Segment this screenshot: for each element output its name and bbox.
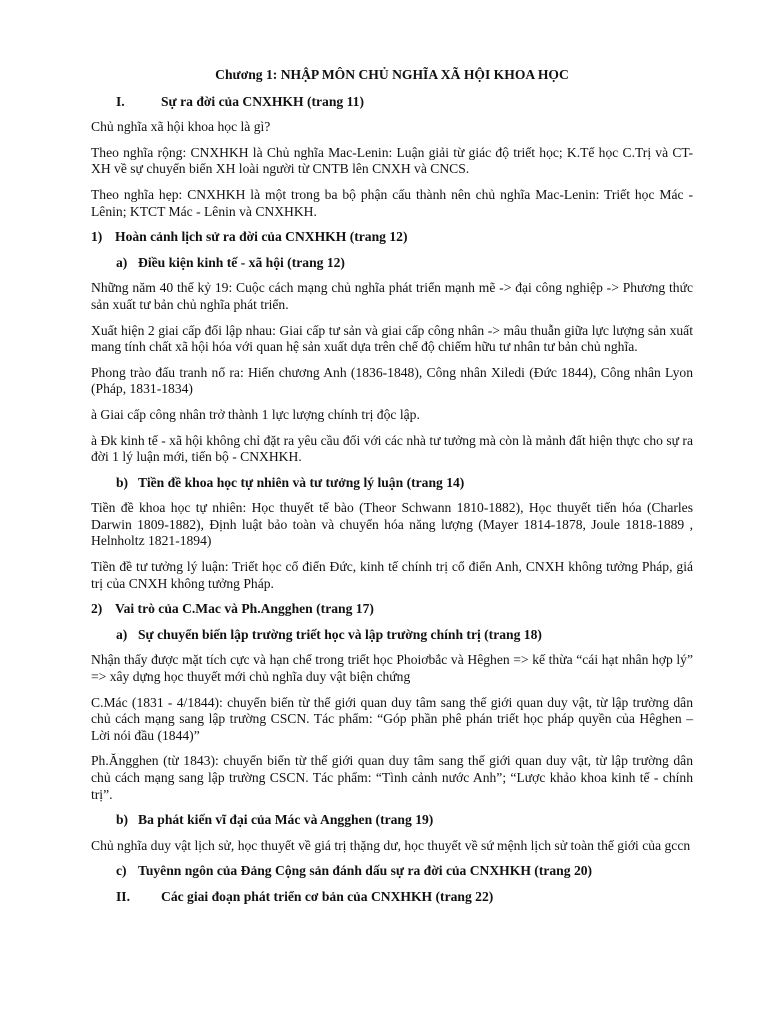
heading-number: 2) <box>91 601 103 617</box>
subheading-2a <box>91 627 693 644</box>
subheading-letter: a) <box>116 254 128 270</box>
section-heading-i <box>91 94 693 111</box>
subheading-text: Tuyênn ngôn của Đảng Cộng sản đánh dấu sự ra đời của CNXHKH (trang 20) <box>138 863 593 879</box>
subheading-text: Tiền đề khoa học tự nhiên và tư tưởng lý luận (trang 14) <box>138 474 465 490</box>
section-text: Các giai đoạn phát triển cơ bản của CNXHKH (trang 22) <box>161 888 494 904</box>
paragraph-three-discoveries: Chủ nghĩa duy vật lịch sử, học thuyết về giá trị thặng dư, học thuyết về sứ mệnh lịch sử toàn thế giới của gccn <box>91 837 691 853</box>
chapter-title: Chương 1: NHẬP MÔN CHỦ NGHĨA XÃ HỘI KHOA HỌC <box>215 67 569 82</box>
paragraph-narrow-definition: Theo nghĩa hẹp: CNXHKH là một trong ba bộ phận cấu thành nên chủ nghĩa Mac-Lenin: Triết học Mác - Lênin; KTCT Mác - Lênin và CNXHKH. <box>91 186 693 219</box>
paragraph-natural-science: Tiền đề khoa học tự nhiên: Học thuyết tế bào (Theor Schwann 1810-1882), Học thuyết tiến hóa (Charles Darwin 1809-1882), Định luật bảo toàn và chuyển hóa năng lượng (Mayer 1814-1878, Joule 1818-1889 , Helnholtz 1821-1894) <box>91 500 693 549</box>
paragraph-conclusion-2: à Đk kinh tế - xã hội không chỉ đặt ra yêu cầu đối với các nhà tư tưởng mà còn là mảnh đất hiện thực cho sự ra đời 1 lý luận mới, tiến bộ - CNXHKH. <box>91 432 693 465</box>
heading-1 <box>91 229 693 246</box>
subheading-1a <box>91 255 693 272</box>
heading-number: 1) <box>91 229 103 245</box>
subheading-2b <box>91 812 693 829</box>
heading-2 <box>91 601 693 618</box>
paragraph-engels: Ph.Ăngghen (từ 1843): chuyển biến từ thế giới quan duy tâm sang thế giới quan duy vật, từ lập trường dân chủ cách mạng sang lập trường CSCN. Tác phẩm: “Tình cảnh nước Anh”; “Lược khảo khoa kinh tế - chính trị”. <box>91 753 693 802</box>
section-heading-ii <box>91 889 693 906</box>
subheading-letter: b) <box>116 812 129 828</box>
subheading-letter: b) <box>116 474 129 490</box>
paragraph-struggle-movements: Phong trào đấu tranh nổ ra: Hiến chương Anh (1836-1848), Công nhân Xiledi (Đức 1844), Công nhân Lyon (Pháp, 1831-1834) <box>91 364 693 397</box>
subheading-letter: a) <box>116 626 128 642</box>
paragraph-1840s: Những năm 40 thế kỷ 19: Cuộc cách mạng chủ nghĩa phát triển mạnh mẽ -> đại công nghiệp -> Phương thức sản xuất tư bản chủ nghĩa phát triển. <box>91 280 693 312</box>
subheading-text: Sự chuyển biến lập trường triết học và lập trường chính trị (trang 18) <box>138 626 542 642</box>
paragraph-conclusion-1: à Giai cấp công nhân trở thành 1 lực lượng chính trị độc lập. <box>91 406 420 422</box>
subheading-text: Điều kiện kinh tế - xã hội (trang 12) <box>138 254 345 270</box>
heading-text: Vai trò của C.Mac và Ph.Angghen (trang 17) <box>115 601 374 617</box>
paragraph-theory-premise: Tiền đề tư tưởng lý luận: Triết học cổ điển Đức, kinh tế chính trị cổ điển Anh, CNXH không tưởng Pháp, giá trị của CNXH không tưởng Pháp. <box>91 559 693 591</box>
document-body <box>91 67 693 915</box>
subheading-2c <box>91 863 693 880</box>
subheading-text: Ba phát kiến vĩ đại của Mác và Angghen (trang 19) <box>138 812 434 828</box>
section-number: I. <box>116 93 125 109</box>
paragraph-feuerbach-hegel: Nhận thấy được mặt tích cực và hạn chế trong triết học Phoiơbắc và Hêghen => kế thừa “cái hạt nhân hợp lý” => xây dựng học thuyết mới chủ nghĩa duy vật biện chứng <box>91 652 693 685</box>
subheading-letter: c) <box>116 863 127 879</box>
paragraph-marx: C.Mác (1831 - 4/1844): chuyển biến từ thế giới quan duy tâm sang thế giới quan duy vật, từ lập trường dân chủ cách mạng sang lập trường CSCN. Tác phẩm: “Góp phần phê phán triết học pháp quyền của Hêghen – Lời nói đầu (1844)” <box>91 694 693 743</box>
paragraph-two-classes: Xuất hiện 2 giai cấp đối lập nhau: Giai cấp tư sản và giai cấp công nhân -> mâu thuẫn giữa lực lượng sản xuất mang tính chất xã hội hóa với quan hệ sản xuất dựa trên chế độ chiếm hữu tư nhân tư bản chủ nghĩa. <box>91 322 693 355</box>
paragraph-question: Chủ nghĩa xã hội khoa học là gì? <box>91 119 271 135</box>
section-text: Sự ra đời của CNXHKH (trang 11) <box>161 93 364 109</box>
paragraph-broad-definition: Theo nghĩa rộng: CNXHKH là Chủ nghĩa Mac-Lenin: Luận giải từ giác độ triết học; K.Tế học C.Trị và CT-XH về sự chuyển biến XH loài người từ CNTB lên CNXH và CNCS. <box>91 144 693 177</box>
subheading-1b <box>91 475 693 492</box>
heading-text: Hoàn cảnh lịch sử ra đời của CNXHKH (trang 12) <box>115 229 408 245</box>
section-number: II. <box>116 888 130 904</box>
